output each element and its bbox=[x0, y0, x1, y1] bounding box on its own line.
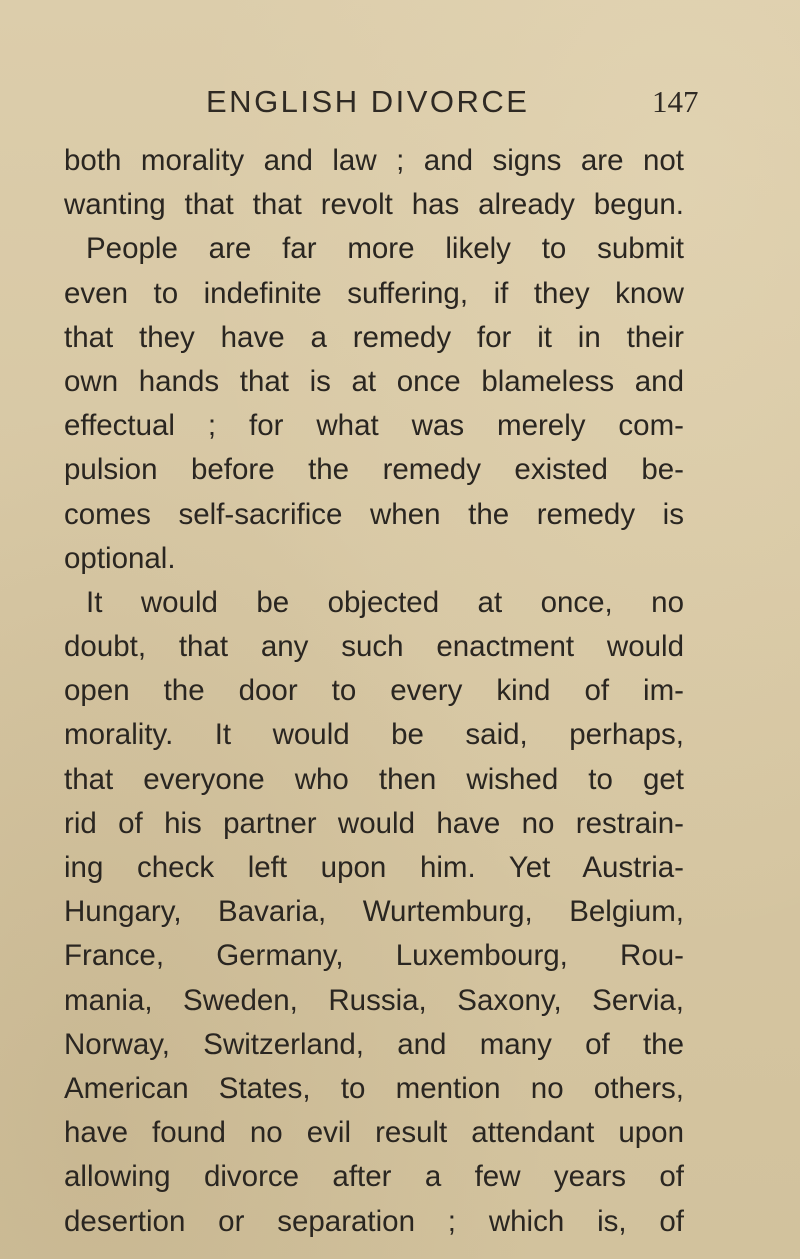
text-line: effectual ; for what was merely com- bbox=[64, 409, 684, 443]
text-line: ing check left upon him. Yet Austria- bbox=[64, 851, 684, 884]
text-line: have found no evil result attendant upon bbox=[64, 1116, 684, 1150]
text-line: People are far more likely to submit bbox=[86, 232, 684, 266]
text-line: France, Germany, Luxembourg, Rou- bbox=[64, 939, 684, 973]
running-head bbox=[0, 84, 800, 124]
text-line: comes self-sacrifice when the remedy is bbox=[64, 497, 684, 531]
text-line: desertion or separation ; which is, of bbox=[64, 1204, 684, 1238]
text-line: American States, to mention no others, bbox=[64, 1071, 684, 1105]
text-line: Norway, Switzerland, and many of the bbox=[64, 1027, 684, 1061]
body-text bbox=[64, 139, 684, 1244]
text-line: optional. bbox=[64, 541, 176, 575]
text-line: morality. It would be said, perhaps, bbox=[64, 718, 684, 752]
text-line: doubt, that any such enactment would bbox=[64, 630, 684, 664]
text-line: even to indefinite suffering, if they know bbox=[64, 276, 684, 310]
text-line: own hands that is at once blameless and bbox=[64, 364, 684, 398]
text-line: rid of his partner would have no restrain- bbox=[64, 806, 684, 840]
text-line: that they have a remedy for it in their bbox=[64, 320, 684, 354]
page-number: 147 bbox=[652, 84, 699, 119]
text-line: It would be objected at once, no bbox=[86, 585, 684, 619]
text-line: mania, Sweden, Russia, Saxony, Servia, bbox=[64, 983, 684, 1017]
text-line: wanting that that revolt has already begun. bbox=[64, 188, 684, 222]
text-line: that everyone who then wished to get bbox=[64, 762, 684, 796]
text-line: open the door to every kind of im- bbox=[64, 674, 684, 708]
text-line: Hungary, Bavaria, Wurtemburg, Belgium, bbox=[64, 895, 684, 929]
text-line: both morality and law ; and signs are not bbox=[64, 144, 684, 177]
running-title: ENGLISH DIVORCE bbox=[206, 84, 530, 119]
text-line: pulsion before the remedy existed be- bbox=[64, 453, 684, 487]
text-line: allowing divorce after a few years of bbox=[64, 1160, 684, 1194]
